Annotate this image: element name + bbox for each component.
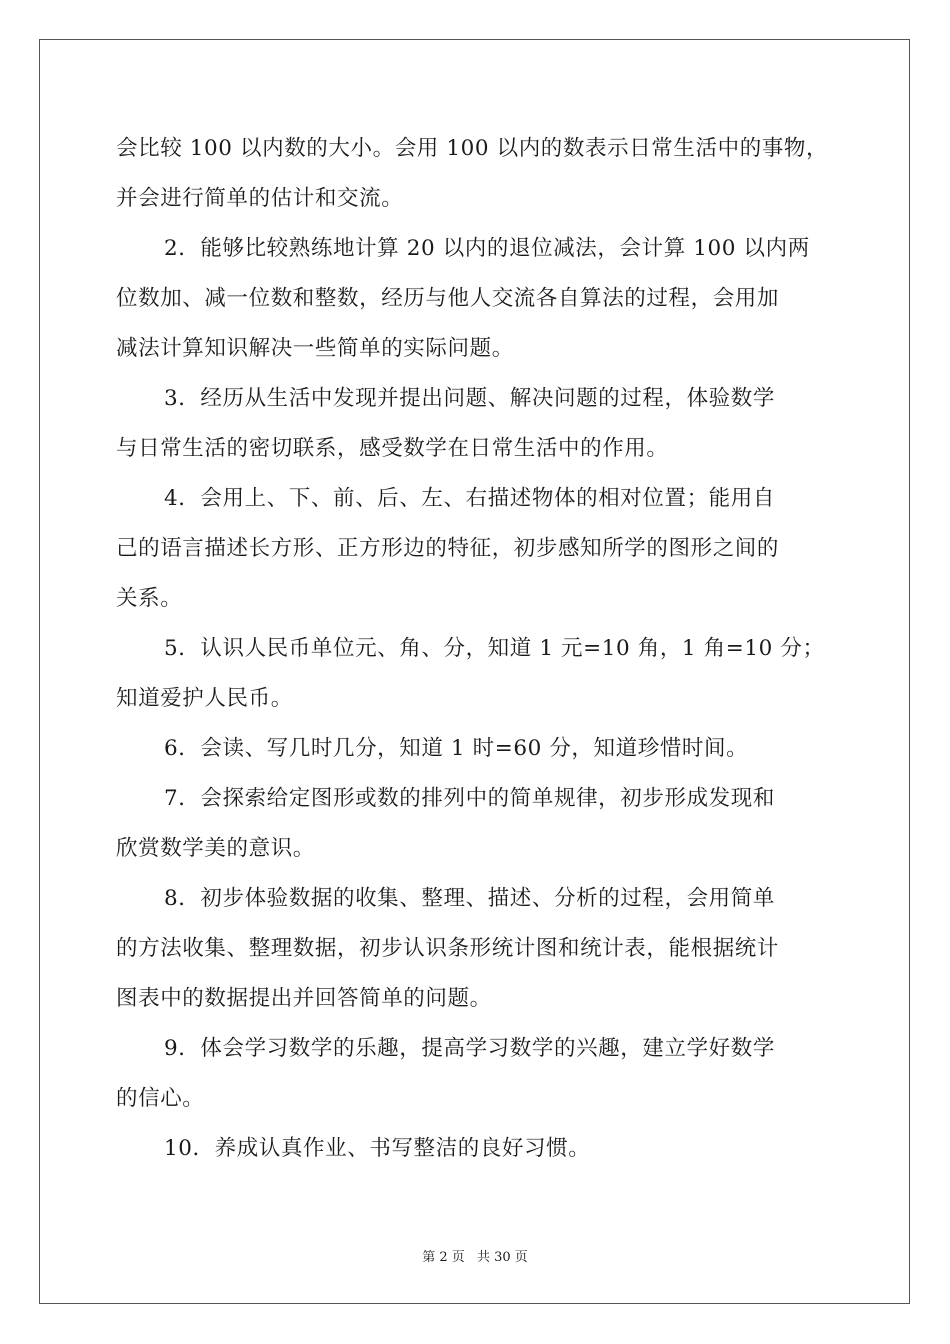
text-line: 的信心。	[116, 1086, 205, 1111]
text-line: 图表中的数据提出并回答简单的问题。	[116, 986, 492, 1011]
paragraph	[116, 474, 836, 624]
paragraph	[116, 624, 836, 724]
text-line: 2．能够比较熟练地计算 20 以内的退位减法，会计算 100 以内两	[164, 236, 810, 261]
text-line: 并会进行简单的估计和交流。	[116, 186, 404, 211]
paragraph	[116, 774, 836, 874]
paragraph	[116, 224, 836, 374]
text-line: 4．会用上、下、前、后、左、右描述物体的相对位置；能用自	[164, 486, 775, 511]
text-line: 9．体会学习数学的乐趣，提高学习数学的兴趣，建立学好数学	[164, 1036, 775, 1061]
text-line: 8．初步体验数据的收集、整理、描述、分析的过程，会用简单	[164, 886, 775, 911]
page-footer	[0, 1246, 950, 1265]
text-line: 己的语言描述长方形、正方形边的特征，初步感知所学的图形之间的	[116, 536, 780, 561]
paragraph	[116, 124, 836, 224]
paragraph	[116, 1124, 836, 1174]
text-line: 与日常生活的密切联系，感受数学在日常生活中的作用。	[116, 436, 669, 461]
text-line: 会比较 100 以内数的大小。会用 100 以内的数表示日常生活中的事物，	[116, 136, 829, 161]
document-body	[116, 124, 836, 1174]
text-line: 的方法收集、整理数据，初步认识条形统计图和统计表，能根据统计	[116, 936, 780, 961]
page-number-total: 共 30 页	[476, 1250, 528, 1265]
text-line: 欣赏数学美的意识。	[116, 836, 315, 861]
paragraph	[116, 724, 836, 774]
text-line: 知道爱护人民币。	[116, 686, 293, 711]
text-line: 6．会读、写几时几分，知道 1 时=60 分，知道珍惜时间。	[164, 736, 749, 761]
text-line: 减法计算知识解决一些简单的实际问题。	[116, 336, 514, 361]
text-line: 位数加、减一位数和整数，经历与他人交流各自算法的过程，会用加	[116, 286, 780, 311]
page-number-current: 第 2 页	[422, 1250, 465, 1265]
paragraph	[116, 874, 836, 1024]
text-line: 5．认识人民币单位元、角、分，知道 1 元=10 角，1 角=10 分；	[164, 636, 825, 661]
text-line: 7．会探索给定图形或数的排列中的简单规律，初步形成发现和	[164, 786, 775, 811]
text-line: 关系。	[116, 586, 183, 611]
text-line: 3．经历从生活中发现并提出问题、解决问题的过程，体验数学	[164, 386, 775, 411]
paragraph	[116, 1024, 836, 1124]
text-line: 10．养成认真作业、书写整洁的良好习惯。	[164, 1136, 591, 1161]
paragraph	[116, 374, 836, 474]
